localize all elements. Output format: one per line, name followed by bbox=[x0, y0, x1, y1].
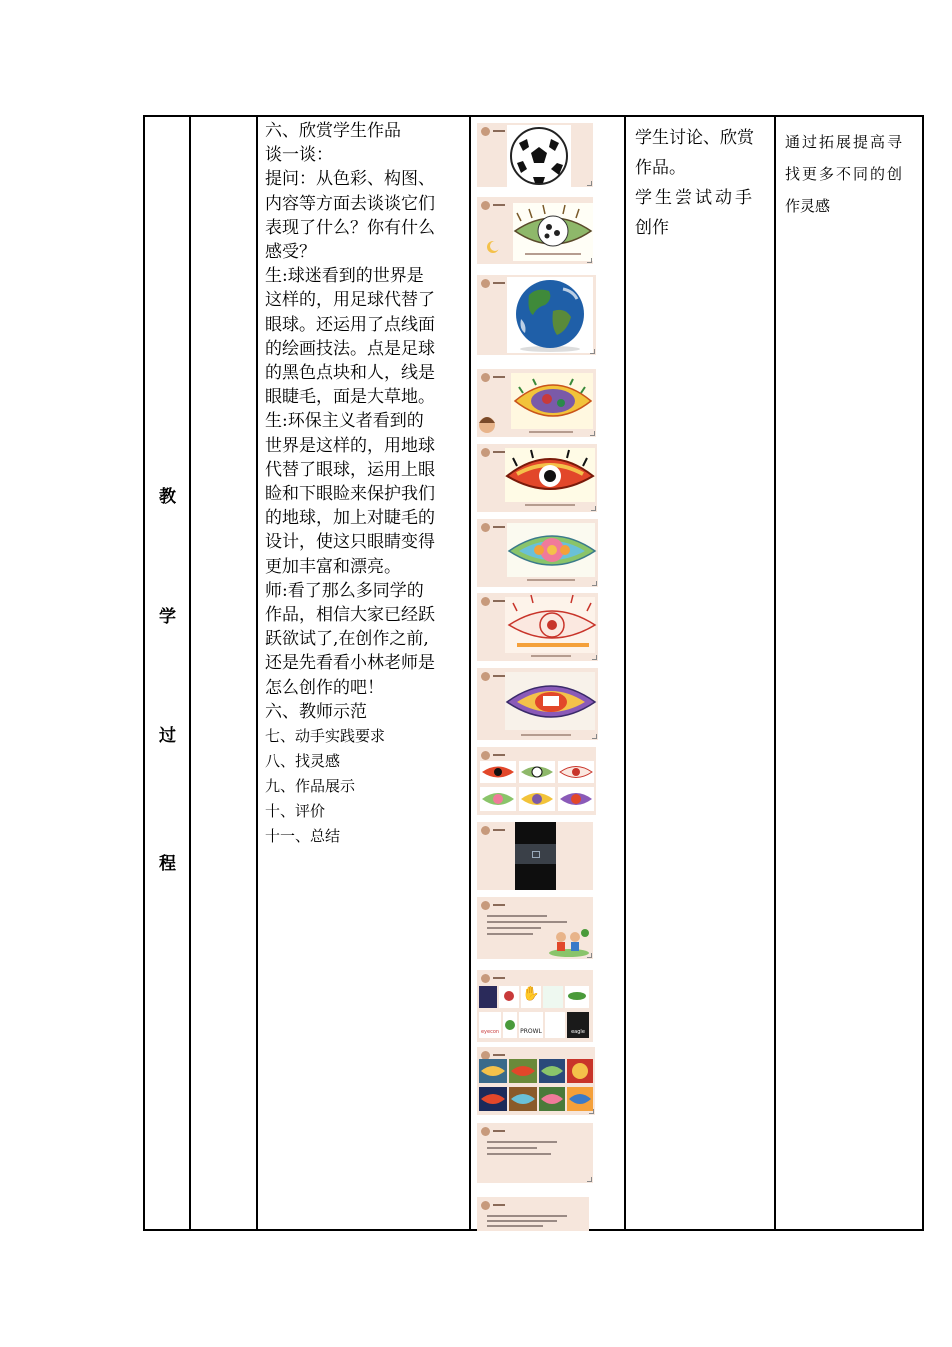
eye-drawing-icon bbox=[485, 203, 593, 261]
slide-thumbnail bbox=[477, 970, 593, 1042]
slide-thumbnail bbox=[477, 197, 593, 264]
slide-thumbnail bbox=[477, 1123, 593, 1183]
eye-drawing-icon bbox=[477, 444, 597, 512]
logo-grid bbox=[479, 986, 591, 1040]
student-activity-column bbox=[635, 123, 774, 1229]
slide-thumbnail bbox=[477, 444, 597, 512]
step-line: 十一、总结 bbox=[265, 827, 341, 846]
content-line: 作品，相信大家已经跃 bbox=[265, 605, 435, 626]
design-intent-line: 通过拓展提高寻 bbox=[785, 133, 905, 151]
slides-column bbox=[477, 117, 601, 1229]
slide-thumbnail bbox=[477, 123, 593, 187]
eye-drawing-icon bbox=[477, 1057, 595, 1113]
earth-globe-icon bbox=[507, 277, 593, 353]
content-line: 六、教师示范 bbox=[265, 701, 367, 722]
content-line: 的绘画技法。点是足球 bbox=[265, 338, 435, 359]
empty-column bbox=[191, 117, 256, 1229]
content-line: 代替了眼球，运用上眼 bbox=[265, 459, 435, 480]
content-line: 谈一谈： bbox=[265, 145, 333, 166]
lesson-table bbox=[143, 115, 924, 1231]
column-divider bbox=[469, 117, 471, 1229]
eye-drawing-icon bbox=[477, 369, 596, 437]
design-intent-line: 作灵感 bbox=[785, 197, 831, 215]
step-line: 七、动手实践要求 bbox=[265, 727, 386, 746]
section-label-char: 学 bbox=[159, 607, 176, 627]
student-activity-line: 创作 bbox=[635, 218, 669, 238]
content-line: 设计，使这只眼睛变得 bbox=[265, 532, 435, 553]
step-line: 八、找灵感 bbox=[265, 752, 341, 771]
content-line: 师:看了那么多同学的 bbox=[265, 580, 424, 601]
section-label-char: 程 bbox=[159, 854, 176, 874]
content-line: 生:环保主义者看到的 bbox=[265, 411, 424, 432]
section-label-column bbox=[145, 117, 189, 1229]
design-intent-line: 找更多不同的创 bbox=[785, 165, 905, 183]
slide-thumbnail bbox=[477, 747, 596, 815]
content-line: 六、欣赏学生作品 bbox=[265, 121, 401, 141]
student-activity-line: 学生讨论、欣赏 bbox=[635, 128, 754, 148]
content-line: 眼球。还运用了点线面 bbox=[265, 314, 435, 335]
step-line: 九、作品展示 bbox=[265, 777, 356, 796]
column-divider bbox=[256, 117, 258, 1229]
content-line: 更加丰富和漂亮。 bbox=[265, 556, 401, 577]
eye-drawing-icon bbox=[477, 519, 598, 587]
section-label-char: 过 bbox=[159, 726, 176, 746]
eye-drawing-icon bbox=[477, 747, 596, 815]
content-line: 的地球，加上对睫毛的 bbox=[265, 508, 435, 529]
slide-thumbnail bbox=[477, 897, 593, 959]
slide-thumbnail bbox=[477, 593, 598, 661]
content-line: 表现了什么？你有什么 bbox=[265, 217, 435, 238]
column-divider bbox=[774, 117, 776, 1229]
slide-thumbnail bbox=[477, 1197, 589, 1231]
content-line: 世界是这样的，用地球 bbox=[265, 435, 435, 456]
logo-text: PROWL bbox=[519, 1012, 543, 1038]
slide-thumbnail bbox=[477, 369, 596, 437]
design-intent-column bbox=[785, 126, 924, 1229]
step-line: 十、评价 bbox=[265, 802, 326, 821]
content-line: 睑和下眼睑来保护我们 bbox=[265, 484, 435, 505]
slide-thumbnail bbox=[477, 1047, 595, 1115]
eye-drawing-icon bbox=[477, 593, 598, 661]
content-line: 还是先看看小林老师是 bbox=[265, 653, 435, 674]
teaching-content-column bbox=[265, 119, 469, 1229]
section-label-char: 教 bbox=[159, 487, 176, 507]
content-line: 怎么创作的吧！ bbox=[265, 677, 384, 698]
logo-text: eagle bbox=[567, 1012, 589, 1038]
content-line: 感受？ bbox=[265, 242, 316, 263]
content-line: 提问：从色彩、构图、 bbox=[265, 169, 435, 190]
student-activity-line: 作品。 bbox=[635, 158, 686, 178]
video-frame bbox=[515, 822, 556, 890]
content-line: 这样的，用足球代替了 bbox=[265, 290, 435, 311]
soccer-ball-icon bbox=[507, 125, 571, 187]
student-activity-line: 学生尝试动手 bbox=[635, 188, 755, 208]
content-line: 生:球迷看到的世界是 bbox=[265, 266, 424, 287]
content-line: 内容等方面去谈谈它们 bbox=[265, 193, 435, 214]
slide-thumbnail bbox=[477, 822, 593, 890]
content-line: 的黑色点块和人，线是 bbox=[265, 363, 435, 384]
column-divider bbox=[624, 117, 626, 1229]
content-line: 跃欲试了,在创作之前, bbox=[265, 629, 429, 650]
children-illustration-icon bbox=[547, 927, 591, 957]
logo-text: eyecon bbox=[479, 1012, 501, 1038]
hand-icon: ✋ bbox=[521, 986, 541, 1008]
slide-thumbnail bbox=[477, 519, 598, 587]
slide-thumbnail bbox=[477, 668, 598, 740]
slide-thumbnail bbox=[477, 275, 596, 355]
eye-drawing-icon bbox=[477, 668, 598, 740]
content-line: 眼睫毛，面是大草地。 bbox=[265, 387, 435, 408]
